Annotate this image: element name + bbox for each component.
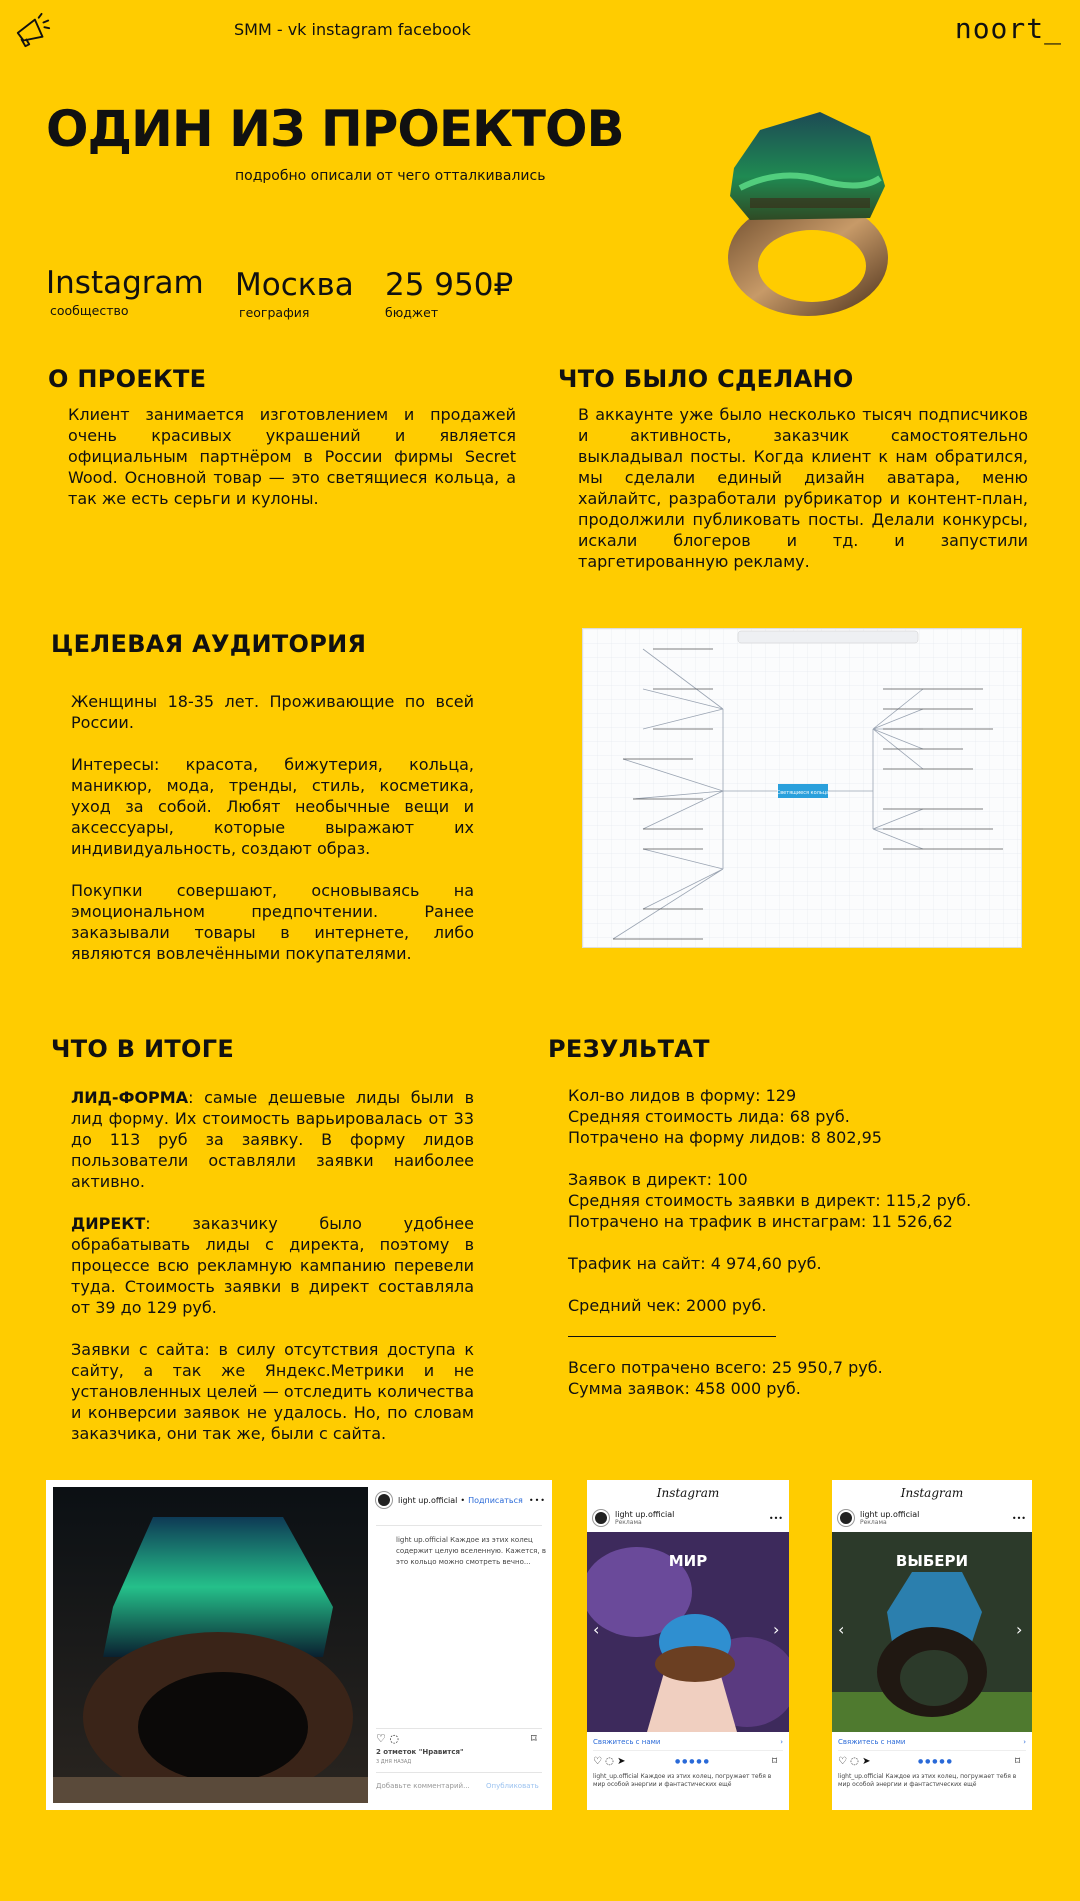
stat-geography bbox=[235, 267, 354, 320]
lead-form-paragraph bbox=[71, 1087, 474, 1192]
summary-text bbox=[71, 1087, 474, 1444]
result-line: Потрачено на форму лидов: 8 802,95 bbox=[568, 1128, 882, 1147]
post-date: 3 ДНЯ НАЗАД bbox=[376, 1759, 412, 1765]
ad-username[interactable]: light up.official bbox=[860, 1510, 920, 1519]
comment-input[interactable]: Добавьте комментарий... bbox=[376, 1782, 470, 1790]
header-tagline: SMM - vk instagram facebook bbox=[234, 20, 471, 39]
result-line: Заявок в директ: 100 bbox=[568, 1170, 748, 1189]
post-ring-image bbox=[53, 1487, 368, 1803]
chevron-right-icon: › bbox=[1023, 1738, 1026, 1746]
about-heading: О ПРОЕКТЕ bbox=[48, 365, 207, 393]
result-line: Трафик на сайт: 4 974,60 руб. bbox=[568, 1254, 822, 1273]
instagram-ad-screenshot-1 bbox=[587, 1480, 789, 1810]
done-text: В аккаунте уже было несколько тысяч подписчиков и активность, заказчик самостоятельно выкладывал посты. Когда клиент к нам обратился, мы сделали единый дизайн аватара, меню хайлайтс, разработали рубрикатор и контент-план, продолжили публиковать посты. Делали конкурсы, искали блогеров и тд. и запустили таргетированную рекламу. bbox=[578, 405, 1028, 571]
result-line: Потрачено на трафик в инстаграм: 11 526,62 bbox=[568, 1212, 953, 1231]
post-username[interactable]: light up.official bbox=[398, 1495, 458, 1505]
stat-label: сообщество bbox=[50, 303, 129, 318]
stat-label: география bbox=[239, 305, 310, 320]
bookmark-icon[interactable]: ⌑ bbox=[1015, 1756, 1021, 1767]
ad-header bbox=[587, 1504, 789, 1532]
done-heading: ЧТО БЫЛО СДЕЛАНО bbox=[558, 365, 854, 393]
bookmark-icon[interactable]: ⌑ bbox=[531, 1732, 537, 1745]
audience-paragraph: Покупки совершают, основываясь на эмоциональном предпочтении. Ранее заказывали товары в интернете, либо являются вовлечёнными покупателями. bbox=[71, 881, 474, 963]
ad-caption: light_up.official Каждое из этих колец, погружает тебя в мир особой энергии и фантастических ещё bbox=[838, 1773, 1017, 1788]
chevron-right-icon: › bbox=[780, 1738, 783, 1746]
result-total-orders: Сумма заявок: 458 000 руб. bbox=[568, 1379, 801, 1398]
avatar[interactable] bbox=[376, 1492, 392, 1508]
next-arrow-icon[interactable]: › bbox=[1016, 1620, 1023, 1639]
divider bbox=[568, 1336, 776, 1337]
megaphone-icon bbox=[14, 12, 52, 50]
result-list bbox=[568, 1085, 1018, 1399]
avatar[interactable] bbox=[593, 1510, 609, 1526]
stat-community bbox=[46, 265, 204, 318]
publish-button[interactable]: Опубликовать bbox=[486, 1782, 539, 1790]
result-heading: РЕЗУЛЬТАТ bbox=[548, 1035, 710, 1063]
instagram-brand: Instagram bbox=[656, 1486, 720, 1500]
stat-label: бюджет bbox=[385, 305, 439, 320]
share-icon[interactable]: ➤ bbox=[617, 1756, 626, 1767]
stat-budget bbox=[385, 267, 513, 320]
more-icon[interactable]: ••• bbox=[1011, 1513, 1026, 1523]
result-line: Средний чек: 2000 руб. bbox=[568, 1296, 767, 1315]
ad-actions bbox=[838, 1756, 870, 1767]
heart-icon[interactable]: ♡ bbox=[838, 1756, 847, 1767]
post-actions bbox=[376, 1732, 399, 1745]
about-text: Клиент занимается изготовлением и продажей очень красивых украшений и является официальным партнёром в России фирмы Secret Wood. Основной товар — это светящиеся кольца, а так же есть серьги и кулоны. bbox=[68, 405, 516, 508]
next-arrow-icon[interactable]: › bbox=[773, 1620, 780, 1639]
result-total-spent: Всего потрачено всего: 25 950,7 руб. bbox=[568, 1358, 883, 1377]
ad-username[interactable]: light up.official bbox=[615, 1510, 675, 1519]
mindmap-image bbox=[582, 628, 1022, 948]
audience-text bbox=[71, 691, 474, 964]
sponsored-label: Реклама bbox=[860, 1519, 887, 1526]
direct-text: : заказчику было удобнее обрабатывать лиды с директа, поэтому в процессе всю рекламную кампанию перевели туда. Стоимость заявки в директ составляла от 39 до 129 руб. bbox=[71, 1214, 474, 1317]
lead-form-text: : самые дешевые лиды были в лид форму. Их стоимость варьировалась от 33 до 113 руб за заявку. В форму лидов пользователи оставляли заявки наиболее активно. bbox=[71, 1088, 474, 1191]
cta-button[interactable] bbox=[593, 1738, 783, 1751]
ad-header bbox=[832, 1504, 1032, 1532]
instagram-ad-screenshot-2 bbox=[832, 1480, 1032, 1810]
post-header: light up.official • Подписаться ••• bbox=[376, 1492, 546, 1508]
result-line: Средняя стоимость лида: 68 руб. bbox=[568, 1107, 850, 1126]
ring-product-image bbox=[720, 108, 895, 323]
cta-label: Свяжитесь с нами bbox=[593, 1738, 661, 1746]
post-likes: 2 отметок "Нравится" bbox=[376, 1748, 464, 1756]
brand-logo[interactable]: noort_ bbox=[954, 12, 1062, 45]
site-paragraph: Заявки с сайта: в силу отсутствия доступа к сайту, а так же Яндекс.Метрики и не установленных целей — отследить количества и конверсии заявок не удалось. Но, по словам заказчика, они так же, были с сайта. bbox=[71, 1340, 474, 1443]
ad-overlay-text: ВЫБЕРИ bbox=[895, 1552, 969, 1570]
ad-overlay-text: МИР bbox=[668, 1552, 708, 1570]
comment-icon[interactable]: ◌ bbox=[389, 1732, 399, 1745]
avatar[interactable] bbox=[838, 1510, 854, 1526]
instagram-brand: Instagram bbox=[900, 1486, 964, 1500]
result-line: Средняя стоимость заявки в директ: 115,2 руб. bbox=[568, 1191, 972, 1210]
bookmark-icon[interactable]: ⌑ bbox=[772, 1756, 778, 1767]
result-line: Кол-во лидов в форму: 129 bbox=[568, 1086, 797, 1105]
more-icon[interactable]: ••• bbox=[528, 1495, 546, 1505]
share-icon[interactable]: ➤ bbox=[862, 1756, 871, 1767]
audience-paragraph: Интересы: красота, бижутерия, кольца, маникюр, мода, тренды, стиль, косметика, уход за собой. Любят необычные вещи и аксессуары, которые выражают их индивидуальность, создают образ. bbox=[71, 755, 474, 858]
carousel-dots: ● ● ● ● ● bbox=[675, 1758, 709, 1765]
lead-form-label: ЛИД-ФОРМА bbox=[71, 1088, 189, 1107]
page-subtitle: подробно описали от чего отталкивались bbox=[235, 168, 546, 184]
heart-icon[interactable]: ♡ bbox=[376, 1732, 386, 1745]
stat-value: 25 950₽ bbox=[385, 267, 514, 303]
sponsored-label: Реклама bbox=[615, 1519, 642, 1526]
audience-paragraph: Женщины 18-35 лет. Проживающие по всей России. bbox=[71, 692, 474, 732]
post-caption: light up.official Каждое из этих колец содержит целую вселенную. Кажется, в это кольцо можно смотреть вечно... bbox=[396, 1536, 546, 1566]
follow-link[interactable]: Подписаться bbox=[468, 1495, 523, 1505]
carousel-dots: ● ● ● ● ● bbox=[918, 1758, 952, 1765]
direct-paragraph bbox=[71, 1213, 474, 1318]
mindmap-center-label: Светящиеся кольца bbox=[776, 790, 830, 796]
heart-icon[interactable]: ♡ bbox=[593, 1756, 602, 1767]
audience-heading: ЦЕЛЕВАЯ АУДИТОРИЯ bbox=[51, 630, 367, 658]
more-icon[interactable]: ••• bbox=[768, 1513, 783, 1523]
stat-value: Instagram bbox=[46, 265, 204, 301]
cta-label: Свяжитесь с нами bbox=[838, 1738, 906, 1746]
comment-icon[interactable]: ◌ bbox=[850, 1756, 859, 1767]
comment-icon[interactable]: ◌ bbox=[605, 1756, 614, 1767]
summary-heading: ЧТО В ИТОГЕ bbox=[51, 1035, 235, 1063]
ad-caption: light_up.official Каждое из этих колец, погружает тебя в мир особой энергии и фантастических ещё bbox=[593, 1773, 772, 1788]
prev-arrow-icon[interactable]: ‹ bbox=[593, 1620, 600, 1639]
direct-label: ДИРЕКТ bbox=[71, 1214, 146, 1233]
prev-arrow-icon[interactable]: ‹ bbox=[838, 1620, 845, 1639]
instagram-post-screenshot bbox=[46, 1480, 552, 1810]
cta-button[interactable] bbox=[838, 1738, 1026, 1751]
page-title: ОДИН ИЗ ПРОЕКТОВ bbox=[46, 100, 624, 158]
ad-actions bbox=[593, 1756, 625, 1767]
stat-value: Москва bbox=[235, 267, 354, 303]
